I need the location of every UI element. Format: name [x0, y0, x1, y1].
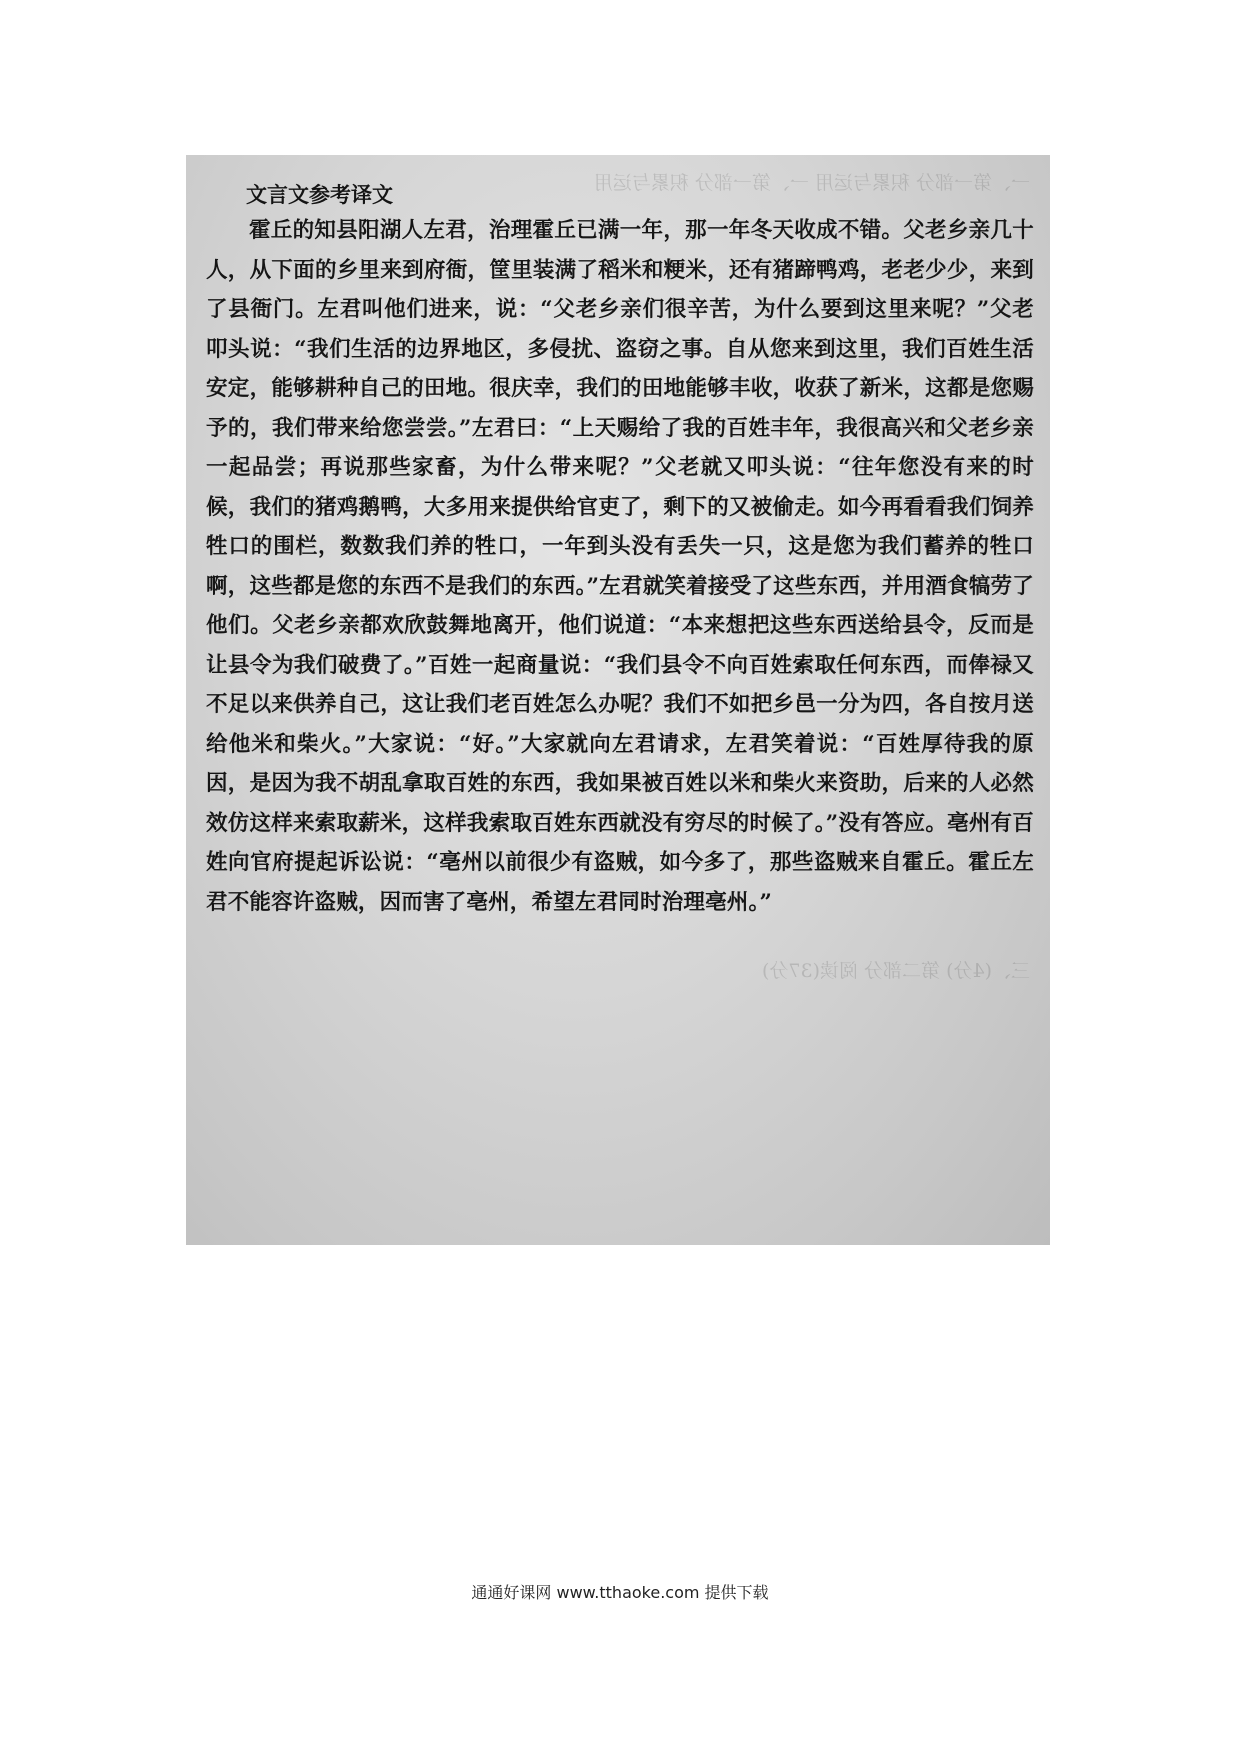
faded-line [226, 1006, 1026, 1034]
faded-line [226, 1034, 1026, 1062]
faded-line [226, 978, 1026, 1006]
translation-body [206, 211, 1034, 922]
bleed-through-text: 三、(4分) 第二部分 阅读(37分) [762, 960, 1030, 982]
faded-line [226, 1090, 1026, 1118]
bleed-through-text: 一、第一部分 积累与运用 一、第一部分 积累与运用 [593, 172, 1030, 194]
faded-line [226, 1118, 1026, 1146]
page-footer: 通通好课网 www.tthaoke.com 提供下载 [471, 1583, 769, 1602]
faded-reverse-text [226, 950, 1026, 1174]
faded-line [226, 1146, 1026, 1174]
faded-line [226, 1062, 1026, 1090]
translation-paragraph: 霍丘的知县阳湖人左君，治理霍丘已满一年，那一年冬天收成不错。父老乡亲几十人，从下面的乡里来到府衙，筐里装满了稻米和粳米，还有猪蹄鸭鸡，老老少少，来到了县衙门。左君叫他们进来，说：“父老乡亲们很辛苦，为什么要到这里来呢？”父老叩头说：“我们生活的边界地区，多侵扰、盗窃之事。自从您来到这里，我们百姓生活安定，能够耕种自己的田地。很庆幸，我们的田地能够丰收，收获了新米，这都是您赐予的，我们带来给您尝尝。”左君曰：“上天赐给了我的百姓丰年，我很高兴和父老乡亲一起品尝；再说那些家畜，为什么带来呢？”父老就又叩头说：“往年您没有来的时候，我们的猪鸡鹅鸭，大多用来提供给官吏了，剩下的又被偷走。如今再看看我们饲养牲口的围栏，数数我们养的牲口，一年到头没有丢失一只，这是您为我们蓄养的牲口啊，这些都是您的东西不是我们的东西。”左君就笑着接受了这些东西，并用酒食犒劳了他们。父老乡亲都欢欣鼓舞地离开，他们说道：“本来想把这些东西送给县令，反而是让县令为我们破费了。”百姓一起商量说：“我们县令不向百姓索取任何东西，而俸禄又不足以来供养自己，这让我们老百姓怎么办呢？我们不如把乡邑一分为四，各自按月送给他米和柴火。”大家说：“好。”大家就向左君请求，左君笑着说：“百姓厚待我的原因，是因为我不胡乱拿取百姓的东西，我如果被百姓以米和柴火来资助，后来的人必然效仿这样来索取薪米，这样我索取百姓东西就没有穷尽的时候了。”没有答应。亳州有百姓向官府提起诉讼说：“亳州以前很少有盗贼，如今多了，那些盗贼来自霍丘。霍丘左君不能容许盗贼，因而害了亳州，希望左君同时治理亳州。” [206, 218, 1034, 915]
faded-line [226, 950, 1026, 978]
translation-title: 文言文参考译文 [246, 183, 393, 207]
scanned-page [186, 155, 1050, 1245]
